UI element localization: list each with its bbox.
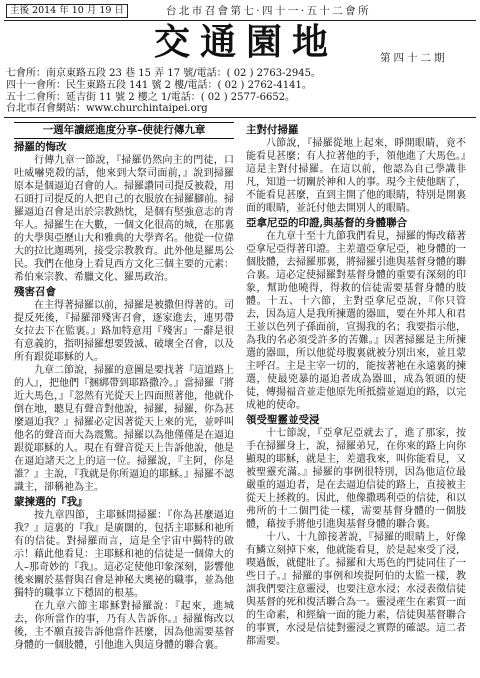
- article-section: [14, 141, 234, 284]
- paragraph: 十七節說，『亞拿尼亞就去了，進了那家，按手在掃羅身上，說，掃羅弟兄，在你來的路上向你顯現的耶穌，就是主，差遣我來，叫你能看見，又被聖靈充滿。』掃羅的事例很特別，因為他這位最嚴重的逼迫者，是在去逼迫信徒的路上，直接被主從天上拯救的。因此，他像撒瑪利亞的信徒，和以弗所的十二個門徒一樣，需要基督身體的一個肢體，藉按手將他引進與基督身體的聯合裏。: [246, 428, 466, 530]
- paragraph: 九章二節說，掃羅的意圖是要找著『這道路上的人』，把他們『捆綁帶到耶路撒冷。』當掃羅『將近大馬色，』『忽然有光從天上四面照著他，他就仆倒在地，聽見有聲音對他說，掃羅，掃羅，你為甚麼逼迫我？』掃羅必定因著從天上來的光，並呼叫他名的聲音而大為震驚。掃羅以為他僅僅是在逼迫跟從耶穌的人。現在有聲音從天上告訴他說，他是在逼迫諸天之上的這一位。掃羅說，『主阿，你是誰？』主說，『我就是你所逼迫的耶穌。』掃羅不認識主，卻稱祂為主。: [14, 365, 234, 493]
- section-heading: 主對付掃羅: [246, 124, 299, 136]
- address-line-hall-7: 七會所：南京東路五段 23 巷 15 弄 17 號/電話：( 02 ) 2763-2945。: [6, 68, 321, 79]
- website-line: 台北市召會網站：www.churchintaipei.org: [6, 103, 208, 115]
- address-block: [6, 68, 321, 115]
- section-heading: 掃羅的悔改: [14, 141, 67, 153]
- paragraph: 八節說，『掃羅從地上起來，睜開眼睛，竟不能看見甚麼；有人拉著他的手，領他進了大馬色。』這是主對付掃羅。在這以前，他認為自己學識非凡，知道一切關於神和人的事。現今主使他瞎了，不能看見甚麼，直到主開了他的眼睛，特別是開裏面的眼睛，並託付他去開別人的眼睛。: [246, 138, 466, 214]
- newsletter-title: 交通園地: [154, 21, 339, 63]
- address-line-hall-52: 五十二會所：延吉街 11 號 2 樓之 1/電話：( 02 ) 2577-6652。: [6, 91, 296, 103]
- issue-date: 主後 2014 年 10 月 19 日: [6, 4, 128, 18]
- left-column: [14, 122, 234, 652]
- issue-number: 第四十二期: [380, 52, 448, 64]
- section-heading: 領受聖靈並受浸: [246, 414, 320, 426]
- section-banner: 一週年讀經進度分享–使徒行傳九章: [14, 122, 234, 139]
- article-section: [14, 286, 234, 494]
- article-section: [246, 124, 466, 215]
- right-column: [246, 122, 466, 648]
- header-bottom-rule: [4, 117, 476, 118]
- paragraph: 行傳九章一節說，『掃羅仍然向主的門徒，口吐威嚇兇殺的話，他來到大祭司面前，』說到掃羅原本是個逼迫召會的人。掃羅讚同司提反被殺，用石頭打司提反的人把自己的衣服放在掃羅腳前。掃羅逼迫召會是出於宗教熱忱，是個有堅強意志的青年人。掃羅生在大數，一個文化很高的城，在那裏的大學與亞歷山大和雅典的大學齊名。他從一位偉大的拉比迦瑪列，接受宗教教育。此外他是羅馬公民。我們在他身上看見西方文化三個主要的元素：希伯來宗教、希臘文化、羅馬政治。: [14, 155, 234, 283]
- paragraph: 在九章六節主耶穌對掃羅說：『起來，進城去，你所當作的事，乃有人告訴你。』掃羅悔改以後，主不願直接告訴他當作甚麼，因為他需要基督身體的一個肢體，引他進入與這身體的聯合裏。: [14, 601, 234, 651]
- organization-name: 台北市召會第七·四十一·五十二會所: [166, 5, 371, 17]
- address-line-hall-41: 四十一會所：民生東路五段 141 號 2 樓/電話：( 02 ) 2762-4141。: [6, 79, 312, 91]
- section-heading: 蒙揀選的『我』: [14, 496, 88, 508]
- article-section: [14, 496, 234, 652]
- paragraph: 十八、十九節接著說，『掃羅的眼睛上，好像有鱗立刻掉下來，他就能看見，於是起來受了浸，喫過飯，就健壯了。掃羅和大馬色的門徒同住了一些日子。』掃羅的事例和埃提阿伯的太監一樣，教訓我們要注意靈浸，也要注意水浸；水浸表徵信徒與基督的死和復活聯合為一。靈浸產生在素質一面的生命素，和經綸一面的能力素，信徒與基督聯合的事實，水浸是信徒對靈浸之實際的確認。這二者都需要。: [246, 532, 466, 647]
- section-heading: 亞拿尼亞的印證,與基督的身體聯合: [246, 217, 408, 229]
- article-section: [246, 414, 466, 648]
- section-heading: 殘害召會: [14, 286, 56, 298]
- paragraph: 在主得著掃羅以前，掃羅是被撒但得著的。司提反死後，『掃羅卻殘害召會，逐家進去，連男帶女拉去下在監裏。』路加特意用『殘害』一辭是很有意義的，指明掃羅想要毀滅、破壞全召會，以及所有跟從耶穌的人。: [14, 300, 234, 363]
- article-section: [246, 217, 466, 412]
- paragraph: 在九章十至十九節我們看見，掃羅的悔改藉著亞拿尼亞得著印證。主差遣亞拿尼亞，祂身體的一個肢體，去掃羅那裏，將掃羅引進與基督身體的聯合裏。這必定使掃羅對基督身體的重要有深刻的印象，幫助他曉得，得救的信徒需要基督身體的肢體。十五、十六節，主對亞拿尼亞說，『你只管去，因為這人是我所揀選的器皿，要在外邦人和君王並以色列子孫面前，宣揚我的名；我要指示他，為我的名必須受許多的苦難。』因著掃羅是主所揀選的器皿，所以他從母腹裏就被分別出來，並且蒙主呼召。主是主宰一切的，能按著祂在永遠裏的揀選，使最兇暴的逼迫者成為器皿，成為領頭的使徒，傳揚福音並走他原先所抵擋並逼迫的路，以完成祂的使命。: [246, 231, 466, 411]
- paragraph: 按九章四節，主耶穌問掃羅：『你為甚麼逼迫我？』這裏的『我』是廣闊的，包括主耶穌和祂所有的信徒。對掃羅而言，這是全宇宙中獨特的啟示！藉此他看見：主耶穌和祂的信徒是一個偉大的人–那奇妙的『我』。這必定使他印象深刻，影響他後來關於基督與召會是神秘大奧祕的職事，並為他獨特的職事立下穩固的根基。: [14, 510, 234, 599]
